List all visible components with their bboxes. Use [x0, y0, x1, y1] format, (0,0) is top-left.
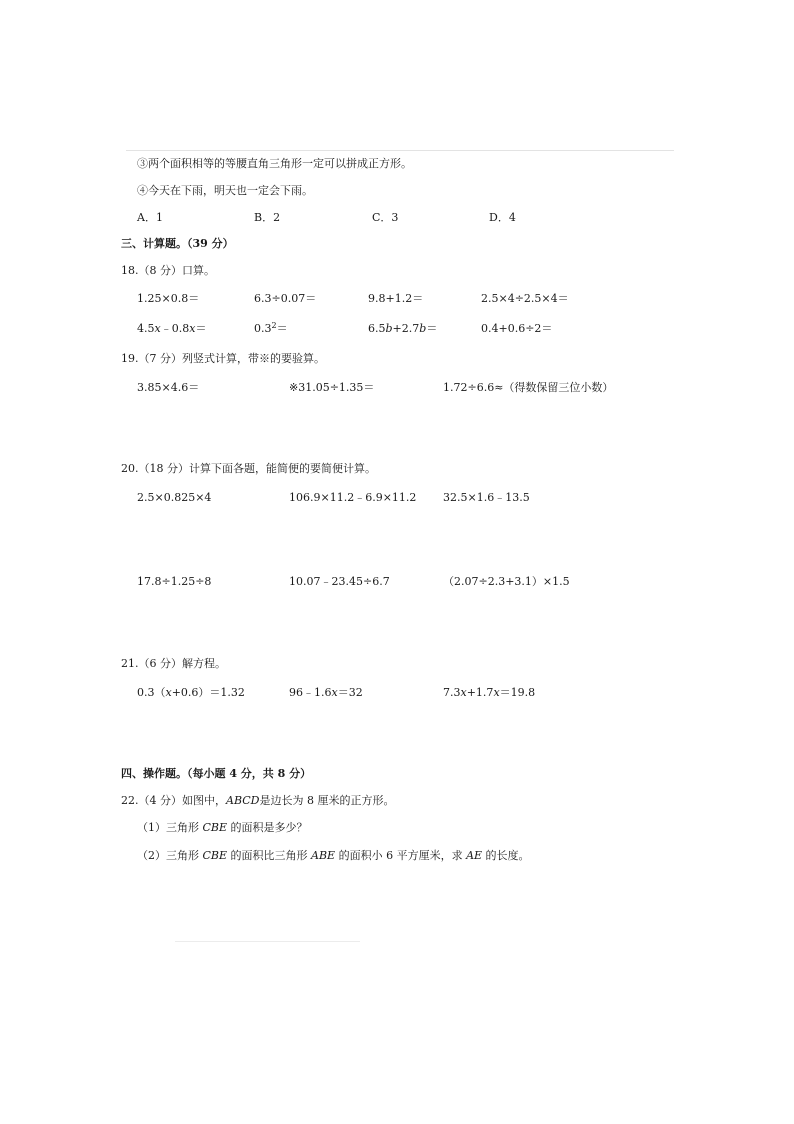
q19-prompt: 19.（7 分）列竖式计算，带※的要验算。 [121, 352, 325, 365]
choice-b: B．2 [254, 211, 281, 224]
q18-item-1: 1.25×0.8＝ [137, 292, 200, 305]
choice-d: D．4 [489, 211, 516, 224]
q19-item-1: 3.85×4.6＝ [137, 381, 200, 394]
q21-equation-2: 96﹣1.6x＝32 [289, 686, 363, 699]
q18-item-7: 6.5b+2.7b＝ [368, 322, 438, 335]
q18-item-6: $0.3^2=$ [254, 321, 288, 335]
q20-item-6: （2.07÷2.3+3.1）×1.5 [443, 575, 570, 588]
q20-item-1: 2.5×0.825×4 [137, 491, 212, 504]
q18-item-5: 4.5x﹣0.8x＝ [137, 322, 207, 335]
q22-sub-2: （2）三角形 CBE 的面积比三角形 ABE 的面积小 6 平方厘米，求 AE 的长度。 [137, 849, 530, 862]
statement-3: ③两个面积相等的等腰直角三角形一定可以拼成正方形。 [137, 157, 412, 170]
statement-4: ④今天在下雨，明天也一定会下雨。 [137, 184, 313, 197]
q18-item-3: 9.8+1.2＝ [368, 292, 424, 305]
section-4-heading: 四、操作题。（每小题 4 分，共 8 分） [121, 767, 312, 780]
q22-prompt: 22.（4 分）如图中，ABCD是边长为 8 厘米的正方形。 [121, 794, 395, 807]
choice-a: A．1 [137, 211, 163, 224]
q20-prompt: 20.（18 分）计算下面各题，能简便的要简便计算。 [121, 462, 376, 475]
top-rule [126, 150, 674, 151]
q20-item-4: 17.8÷1.25÷8 [137, 575, 212, 588]
section-3-heading: 三、计算题。（39 分） [121, 237, 234, 250]
q21-equation-1: 0.3（x+0.6）＝1.32 [137, 686, 245, 699]
q18-item-4: 2.5×4÷2.5×4＝ [481, 292, 569, 305]
q18-item-8: 0.4+0.6÷2＝ [481, 322, 553, 335]
q20-item-2: 106.9×11.2﹣6.9×11.2 [289, 491, 417, 504]
q19-item-3: 1.72÷6.6≈（得数保留三位小数） [443, 381, 614, 394]
q20-item-5: 10.07﹣23.45÷6.7 [289, 575, 390, 588]
choice-c: C．3 [372, 211, 399, 224]
q18-prompt: 18.（8 分）口算。 [121, 264, 215, 277]
q22-sub-1: （1）三角形 CBE 的面积是多少？ [137, 821, 308, 834]
q18-item-2: 6.3÷0.07＝ [254, 292, 317, 305]
q20-item-3: 32.5×1.6﹣13.5 [443, 491, 530, 504]
bottom-rule [175, 941, 360, 942]
q21-prompt: 21.（6 分）解方程。 [121, 657, 226, 670]
q21-equation-3: 7.3x+1.7x＝19.8 [443, 686, 536, 699]
q19-item-2: ※31.05÷1.35＝ [289, 381, 375, 394]
